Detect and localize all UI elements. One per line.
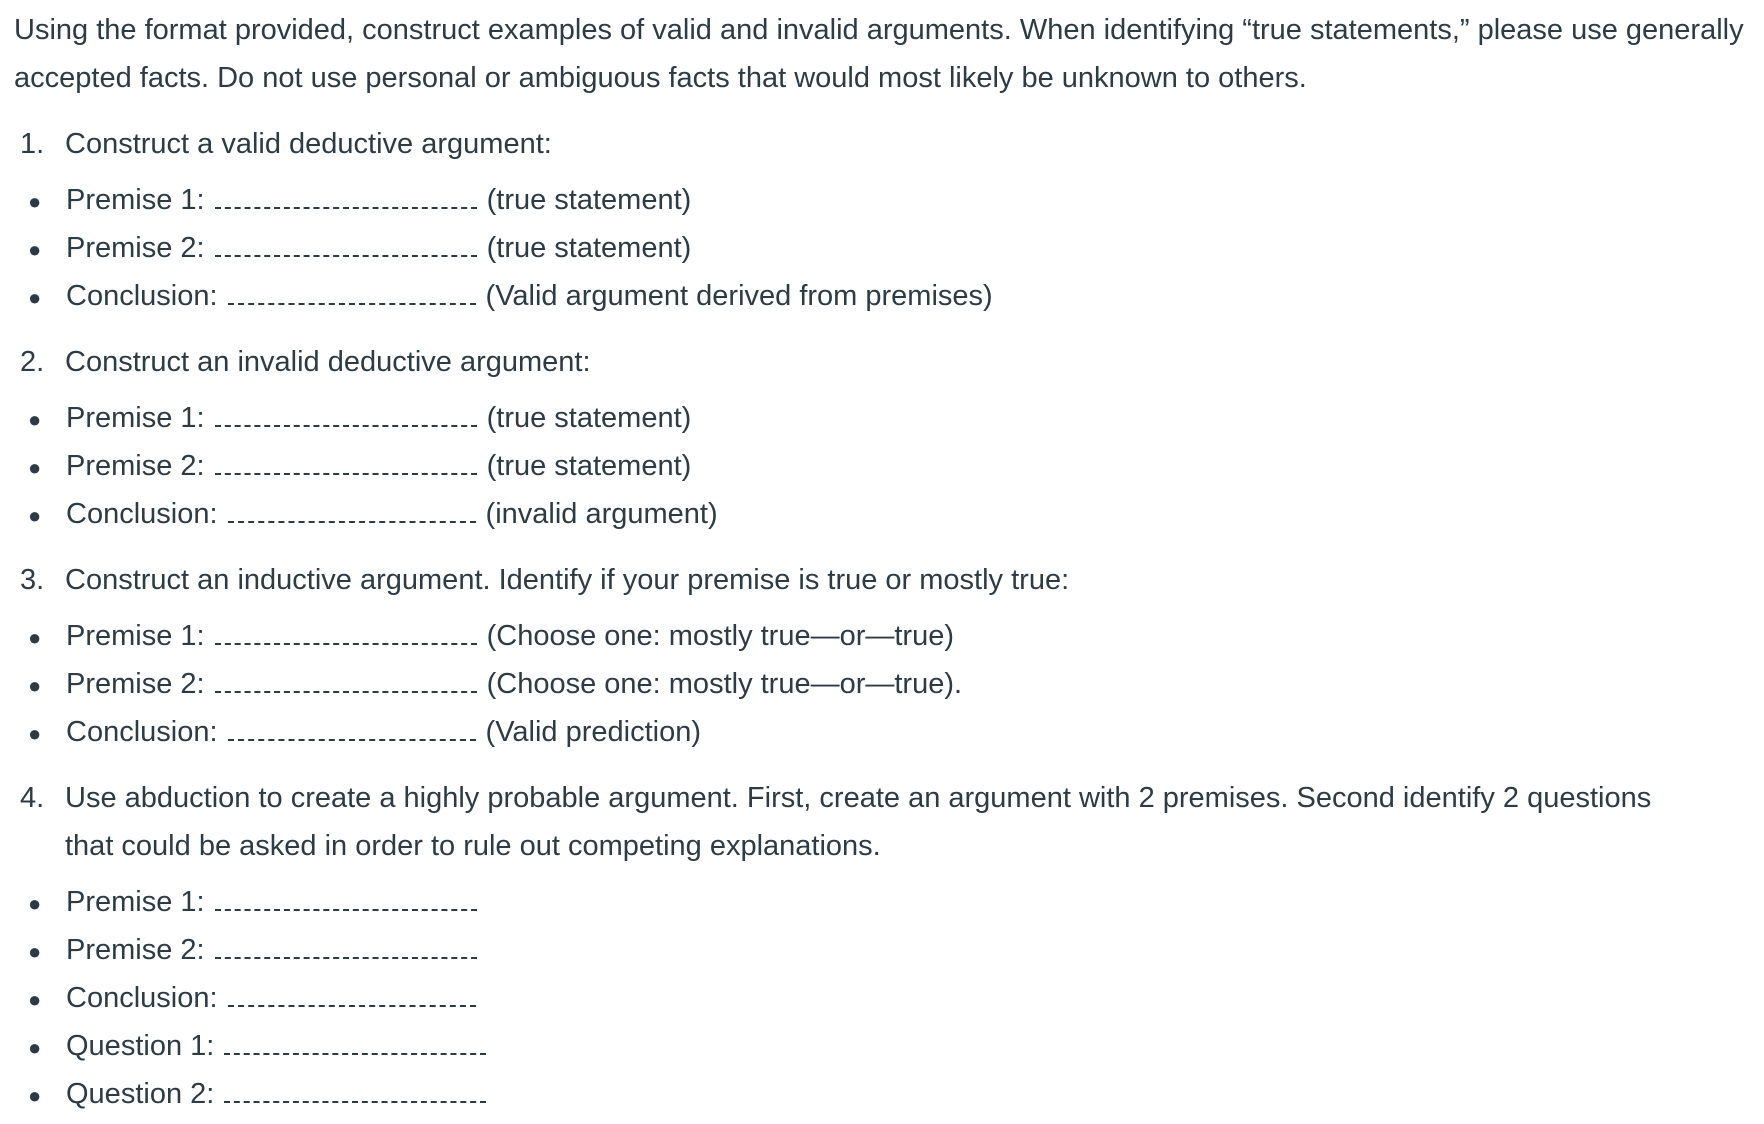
section-heading xyxy=(14,338,1750,386)
section-heading-text: Construct an inductive argument. Identify if your premise is true or mostly true: xyxy=(65,564,1070,596)
bullet-icon: ● xyxy=(28,891,42,916)
answer-blank[interactable] xyxy=(228,283,476,305)
item-note: (Valid prediction) xyxy=(485,716,701,748)
item-label: Premise 2: xyxy=(66,934,205,966)
list-item xyxy=(14,272,1750,320)
list-item xyxy=(14,926,1750,974)
bullet-icon: ● xyxy=(28,237,42,262)
bullet-icon: ● xyxy=(28,455,42,480)
item-label: Premise 1: xyxy=(66,620,205,652)
section-number: 2. xyxy=(20,346,45,378)
bullet-icon: ● xyxy=(28,503,42,528)
list-item xyxy=(14,394,1750,442)
item-note: (Valid argument derived from premises) xyxy=(485,280,993,312)
item-list xyxy=(14,878,1750,1118)
list-item xyxy=(14,878,1750,926)
answer-blank[interactable] xyxy=(215,623,477,645)
item-label: Premise 1: xyxy=(66,184,205,216)
bullet-icon: ● xyxy=(28,189,42,214)
item-label: Conclusion: xyxy=(66,280,218,312)
list-item xyxy=(14,974,1750,1022)
list-item xyxy=(14,612,1750,660)
item-note: (true statement) xyxy=(486,450,692,482)
item-label: Question 2: xyxy=(66,1078,215,1110)
list-item xyxy=(14,1022,1750,1070)
bullet-icon: ● xyxy=(28,625,42,650)
bullet-icon: ● xyxy=(28,1035,42,1060)
answer-blank[interactable] xyxy=(215,671,477,693)
bullet-icon: ● xyxy=(28,987,42,1012)
item-note: (invalid argument) xyxy=(485,498,718,530)
section-3 xyxy=(14,556,1750,756)
item-note: (true statement) xyxy=(486,402,692,434)
answer-blank[interactable] xyxy=(215,889,477,911)
section-heading-text: Construct a valid deductive argument: xyxy=(65,128,552,160)
list-item xyxy=(14,224,1750,272)
section-heading-text: Construct an invalid deductive argument: xyxy=(65,346,591,378)
section-2 xyxy=(14,338,1750,538)
bullet-icon: ● xyxy=(28,673,42,698)
bullet-icon: ● xyxy=(28,407,42,432)
answer-blank[interactable] xyxy=(215,937,477,959)
item-label: Premise 1: xyxy=(66,402,205,434)
section-heading xyxy=(14,774,1750,870)
item-label: Premise 2: xyxy=(66,668,205,700)
answer-blank[interactable] xyxy=(215,405,477,427)
list-item xyxy=(14,176,1750,224)
assignment-document xyxy=(14,0,1750,1118)
bullet-icon: ● xyxy=(28,285,42,310)
list-item xyxy=(14,442,1750,490)
answer-blank[interactable] xyxy=(215,453,477,475)
answer-blank[interactable] xyxy=(224,1081,486,1103)
item-label: Premise 2: xyxy=(66,232,205,264)
list-item xyxy=(14,708,1750,756)
answer-blank[interactable] xyxy=(228,501,476,523)
bullet-icon: ● xyxy=(28,721,42,746)
item-label: Conclusion: xyxy=(66,716,218,748)
section-number: 1. xyxy=(20,128,45,160)
item-list xyxy=(14,612,1750,756)
item-label: Question 1: xyxy=(66,1030,215,1062)
item-label: Premise 1: xyxy=(66,886,205,918)
bullet-icon: ● xyxy=(28,1083,42,1108)
item-list xyxy=(14,176,1750,320)
list-item xyxy=(14,490,1750,538)
item-label: Premise 2: xyxy=(66,450,205,482)
item-label: Conclusion: xyxy=(66,498,218,530)
item-note: (true statement) xyxy=(486,232,692,264)
list-item xyxy=(14,1070,1750,1118)
bullet-icon: ● xyxy=(28,939,42,964)
answer-blank[interactable] xyxy=(215,235,477,257)
section-4 xyxy=(14,774,1750,1118)
section-number: 3. xyxy=(20,564,45,596)
item-label: Conclusion: xyxy=(66,982,218,1014)
section-heading-text: Use abduction to create a highly probable argument. First, create an argument with 2 premises. Second identify 2 questions that could be asked in order to rule out competing explanations. xyxy=(65,782,1652,862)
section-number: 4. xyxy=(20,782,45,814)
list-item xyxy=(14,660,1750,708)
item-note: (Choose one: mostly true—or—true) xyxy=(486,620,955,652)
answer-blank[interactable] xyxy=(224,1033,486,1055)
intro-paragraph: Using the format provided, construct examples of valid and invalid arguments. When identifying “true statements,” please use generally accepted facts. Do not use personal or ambiguous facts that would most likely be unknown to others. xyxy=(14,14,1744,94)
item-list xyxy=(14,394,1750,538)
item-note: (true statement) xyxy=(486,184,692,216)
answer-blank[interactable] xyxy=(215,187,477,209)
section-1 xyxy=(14,120,1750,320)
answer-blank[interactable] xyxy=(228,719,476,741)
item-note: (Choose one: mostly true—or—true). xyxy=(486,668,963,700)
section-heading xyxy=(14,556,1750,604)
section-heading xyxy=(14,120,1750,168)
answer-blank[interactable] xyxy=(228,985,476,1007)
